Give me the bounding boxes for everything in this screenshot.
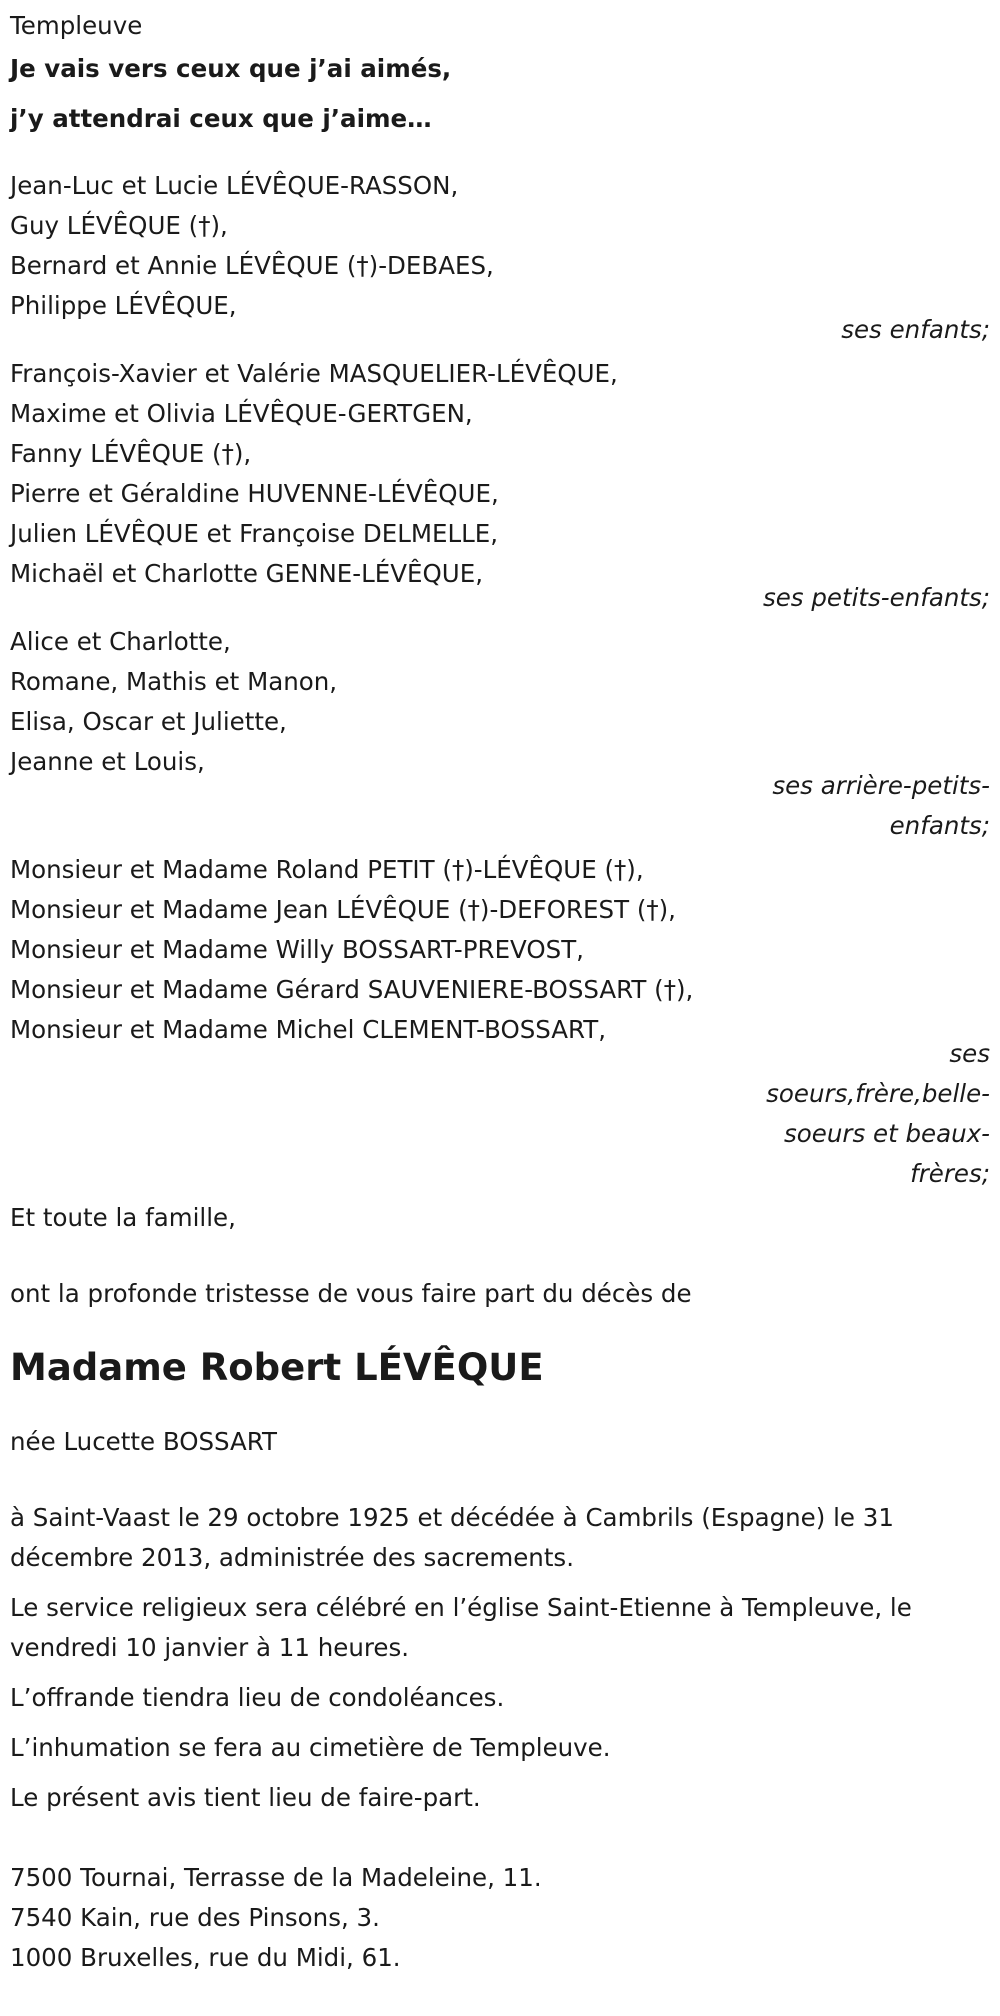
maiden-name: née Lucette BOSSART <box>10 1427 278 1456</box>
relationship-label-line: frères; <box>910 1159 990 1188</box>
deceased-name: Madame Robert LÉVÊQUE <box>10 1346 544 1389</box>
address-item: 7500 Tournai, Terrasse de la Madeleine, 11. <box>10 1863 542 1892</box>
quote-line: j’y attendrai ceux que j’aime… <box>10 104 432 133</box>
relationship-label: ses petits-enfants; <box>762 583 990 612</box>
address-list <box>10 1858 990 1978</box>
list-item: Guy LÉVÊQUE (†), <box>10 211 228 240</box>
family-line: Et toute la famille, <box>10 1203 236 1232</box>
list-item: Pierre et Géraldine HUVENNE-LÉVÊQUE, <box>10 479 499 508</box>
list-item: Julien LÉVÊQUE et Françoise DELMELLE, <box>10 519 499 548</box>
location: Templeuve <box>10 11 143 40</box>
children-list <box>10 166 990 326</box>
relationship-label-line: ses <box>949 1039 990 1068</box>
list-item: Michaël et Charlotte GENNE-LÉVÊQUE, <box>10 559 483 588</box>
list-item: Monsieur et Madame Jean LÉVÊQUE (†)-DEFOREST (†), <box>10 895 676 924</box>
relationship-label <box>10 1034 990 1194</box>
relationship-label-line: ses arrière-petits- <box>772 771 990 800</box>
service-details: Le service religieux sera célébré en l’église Saint-Etienne à Templeuve, le vendredi 10 janvier à 11 heures. <box>10 1593 912 1662</box>
great-grandchildren-list <box>10 622 990 782</box>
list-item: François-Xavier et Valérie MASQUELIER-LÉVÊQUE, <box>10 359 618 388</box>
relationship-label-line: enfants; <box>889 811 990 840</box>
birth-death-details: à Saint-Vaast le 29 octobre 1925 et décédée à Cambrils (Espagne) le 31 décembre 2013, administrée des sacrements. <box>10 1503 894 1572</box>
list-item: Fanny LÉVÊQUE (†), <box>10 439 252 468</box>
list-item: Monsieur et Madame Michel CLEMENT-BOSSART, <box>10 1015 607 1044</box>
list-item: Bernard et Annie LÉVÊQUE (†)-DEBAES, <box>10 251 494 280</box>
list-item: Monsieur et Madame Gérard SAUVENIERE-BOSSART (†), <box>10 975 694 1004</box>
list-item: Monsieur et Madame Willy BOSSART-PREVOST, <box>10 935 584 964</box>
grandchildren-list <box>10 354 990 594</box>
list-item: Jean-Luc et Lucie LÉVÊQUE-RASSON, <box>10 171 459 200</box>
list-item: Elisa, Oscar et Juliette, <box>10 707 287 736</box>
list-item: Romane, Mathis et Manon, <box>10 667 338 696</box>
quote-line: Je vais vers ceux que j’ai aimés, <box>10 54 452 83</box>
obituary-notice <box>10 8 990 1978</box>
condolences-note: L’offrande tiendra lieu de condoléances. <box>10 1683 505 1712</box>
burial-note: L’inhumation se fera au cimetière de Templeuve. <box>10 1733 611 1762</box>
list-item: Alice et Charlotte, <box>10 627 231 656</box>
address-item: 1000 Bruxelles, rue du Midi, 61. <box>10 1943 401 1972</box>
announcement: ont la profonde tristesse de vous faire part du décès de <box>10 1279 692 1308</box>
list-item: Monsieur et Madame Roland PETIT (†)-LÉVÊQUE (†), <box>10 855 644 884</box>
relationship-label-line: soeurs et beaux- <box>784 1119 990 1148</box>
list-item: Jeanne et Louis, <box>10 747 205 776</box>
list-item: Philippe LÉVÊQUE, <box>10 291 237 320</box>
relationship-label-line: soeurs,frère,belle- <box>766 1079 990 1108</box>
notice-note: Le présent avis tient lieu de faire-part. <box>10 1783 481 1812</box>
address-item: 7540 Kain, rue des Pinsons, 3. <box>10 1903 380 1932</box>
relationship-label: ses enfants; <box>841 315 990 344</box>
list-item: Maxime et Olivia LÉVÊQUE-GERTGEN, <box>10 399 473 428</box>
siblings-list <box>10 850 990 1050</box>
